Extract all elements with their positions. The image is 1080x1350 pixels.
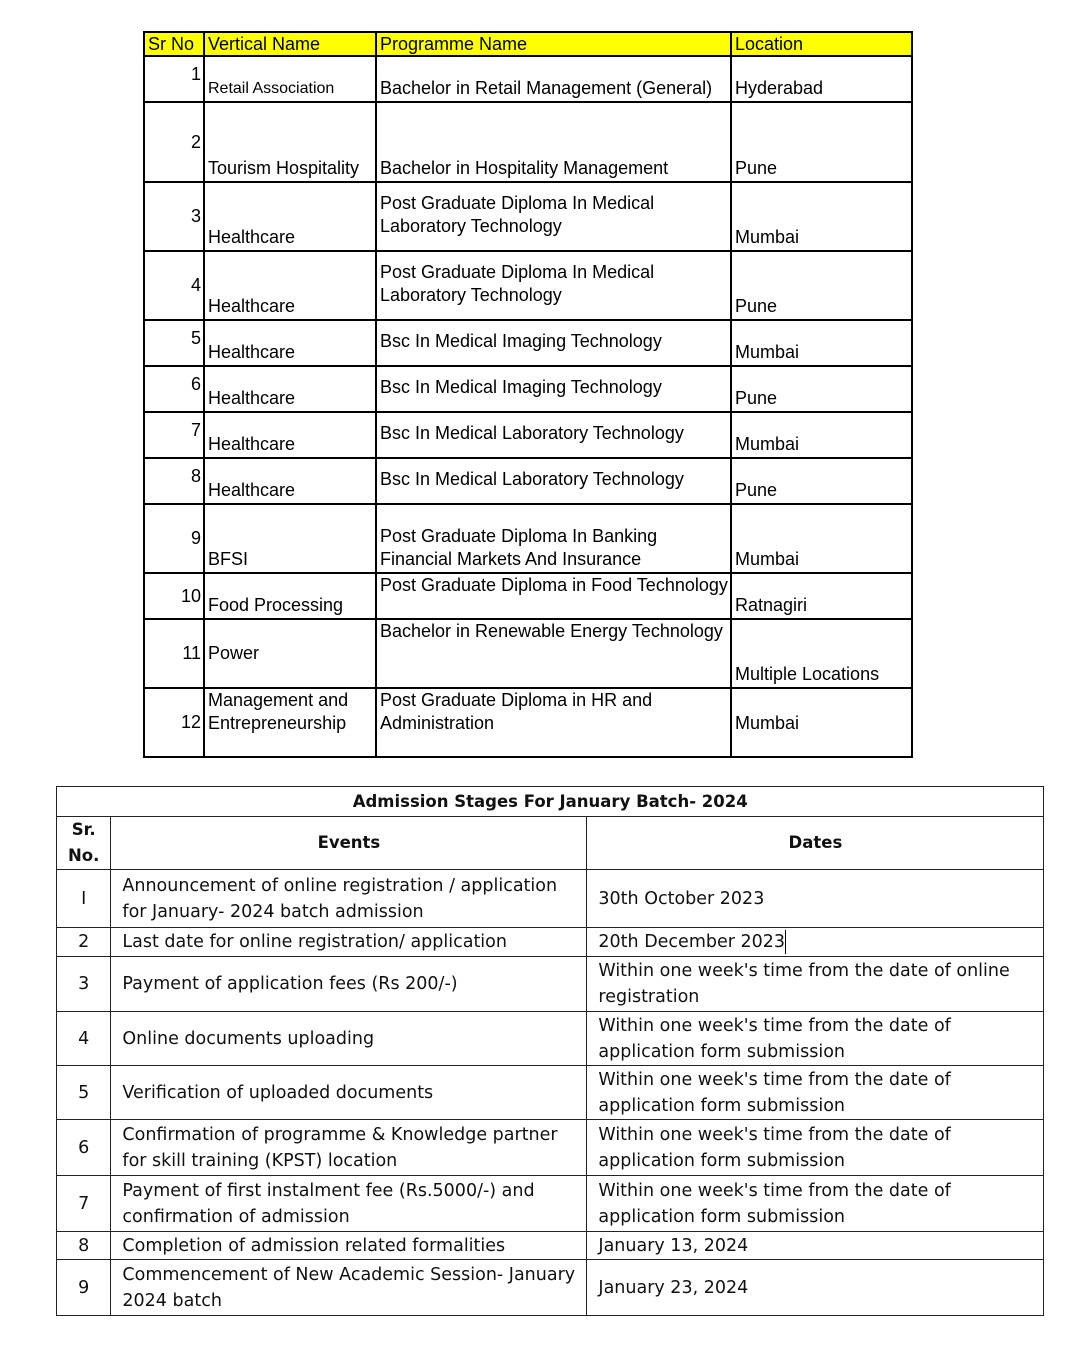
event-cell: Announcement of online registration / application for January- 2024 batch admission — [111, 870, 587, 928]
location-cell: Pune — [731, 458, 912, 504]
date-cell — [587, 928, 1044, 957]
programme-cell: Post Graduate Diploma in Food Technology — [376, 573, 731, 619]
table-row — [57, 1260, 1044, 1316]
date-cell: Within one week's time from the date of online registration — [587, 957, 1044, 1012]
table-row — [144, 182, 912, 251]
vertical-cell: Healthcare — [204, 182, 376, 251]
vertical-cell: Management and Entrepreneurship — [204, 688, 376, 757]
sr-cell: 4 — [144, 251, 204, 320]
vertical-cell: Healthcare — [204, 366, 376, 412]
table-row — [144, 504, 912, 573]
event-cell: Confirmation of programme & Knowledge partner for skill training (KPST) location — [111, 1120, 587, 1176]
programme-cell: Bachelor in Retail Management (General) — [376, 56, 731, 102]
programme-cell: Bachelor in Renewable Energy Technology — [376, 619, 731, 688]
table-row — [144, 251, 912, 320]
vertical-cell: Healthcare — [204, 458, 376, 504]
date-cell: Within one week's time from the date of application form submission — [587, 1176, 1044, 1232]
vertical-cell: Healthcare — [204, 251, 376, 320]
event-cell: Verification of uploaded documents — [111, 1066, 587, 1120]
sr-cell: 9 — [144, 504, 204, 573]
header-dates: Dates — [587, 817, 1044, 870]
programme-cell: Post Graduate Diploma in HR and Administration — [376, 688, 731, 757]
sr-cell: 12 — [144, 688, 204, 757]
table-row — [144, 366, 912, 412]
programme-cell: Post Graduate Diploma In Medical Laboratory Technology — [376, 182, 731, 251]
table-row — [144, 102, 912, 182]
location-cell: Mumbai — [731, 412, 912, 458]
event-cell: Last date for online registration/ application — [111, 928, 587, 957]
event-cell: Payment of first instalment fee (Rs.5000/-) and confirmation of admission — [111, 1176, 587, 1232]
location-cell: Pune — [731, 251, 912, 320]
table-row — [57, 1066, 1044, 1120]
table-row — [144, 56, 912, 102]
location-cell: Multiple Locations — [731, 619, 912, 688]
vertical-cell: Healthcare — [204, 412, 376, 458]
sr-cell: 6 — [144, 366, 204, 412]
admission-stages-table — [56, 786, 1044, 1316]
programme-cell: Post Graduate Diploma In Medical Laboratory Technology — [376, 251, 731, 320]
date-cell: January 13, 2024 — [587, 1232, 1044, 1260]
sr-cell: 6 — [57, 1120, 111, 1176]
programme-cell: Bsc In Medical Imaging Technology — [376, 320, 731, 366]
admission-title: Admission Stages For January Batch- 2024 — [57, 787, 1044, 817]
event-cell: Commencement of New Academic Session- January 2024 batch — [111, 1260, 587, 1316]
date-cell: Within one week's time from the date of application form submission — [587, 1012, 1044, 1066]
sr-cell: 7 — [57, 1176, 111, 1232]
sr-cell: 9 — [57, 1260, 111, 1316]
vertical-cell: Power — [204, 619, 376, 688]
table-row — [57, 928, 1044, 957]
vertical-cell: Tourism Hospitality — [204, 102, 376, 182]
vertical-cell: Food Processing — [204, 573, 376, 619]
programmes-table — [143, 31, 913, 758]
header-sr-no: Sr No — [144, 32, 204, 56]
location-cell: Mumbai — [731, 182, 912, 251]
programmes-header-row — [144, 32, 912, 56]
programme-cell: Bsc In Medical Laboratory Technology — [376, 412, 731, 458]
sr-cell: 8 — [144, 458, 204, 504]
admission-header-row — [57, 817, 1044, 870]
sr-cell: 7 — [144, 412, 204, 458]
sr-cell: I — [57, 870, 111, 928]
table-row — [57, 957, 1044, 1012]
sr-cell: 10 — [144, 573, 204, 619]
vertical-cell: BFSI — [204, 504, 376, 573]
sr-cell: 4 — [57, 1012, 111, 1066]
sr-cell: 2 — [57, 928, 111, 957]
sr-cell: 2 — [144, 102, 204, 182]
programme-cell: Bachelor in Hospitality Management — [376, 102, 731, 182]
date-cell: Within one week's time from the date of application form submission — [587, 1120, 1044, 1176]
table-row — [144, 619, 912, 688]
date-cell: 30th October 2023 — [587, 870, 1044, 928]
text-cursor — [785, 930, 786, 954]
table-row — [144, 412, 912, 458]
table-row — [57, 1232, 1044, 1260]
admission-title-row — [57, 787, 1044, 817]
header-location: Location — [731, 32, 912, 56]
sr-cell: 5 — [144, 320, 204, 366]
sr-cell: 1 — [144, 56, 204, 102]
date-cell: Within one week's time from the date of application form submission — [587, 1066, 1044, 1120]
event-cell: Payment of application fees (Rs 200/-) — [111, 957, 587, 1012]
sr-cell: 8 — [57, 1232, 111, 1260]
programme-cell: Bsc In Medical Imaging Technology — [376, 366, 731, 412]
sr-cell: 3 — [144, 182, 204, 251]
programme-cell: Post Graduate Diploma In Banking Financial Markets And Insurance — [376, 504, 731, 573]
date-cell: January 23, 2024 — [587, 1260, 1044, 1316]
table-row — [144, 688, 912, 757]
event-cell: Completion of admission related formalities — [111, 1232, 587, 1260]
date-text: 20th December 2023 — [598, 932, 786, 952]
header-sr-no: Sr. No. — [57, 817, 111, 870]
location-cell: Pune — [731, 102, 912, 182]
sr-cell: 3 — [57, 957, 111, 1012]
location-cell: Hyderabad — [731, 56, 912, 102]
table-row — [57, 1176, 1044, 1232]
header-vertical-name: Vertical Name — [204, 32, 376, 56]
table-row — [57, 870, 1044, 928]
table-row — [57, 1120, 1044, 1176]
event-cell: Online documents uploading — [111, 1012, 587, 1066]
table-row — [144, 573, 912, 619]
location-cell: Ratnagiri — [731, 573, 912, 619]
table-row — [144, 458, 912, 504]
programme-cell: Bsc In Medical Laboratory Technology — [376, 458, 731, 504]
vertical-cell: Retail Association — [204, 56, 376, 102]
location-cell: Mumbai — [731, 504, 912, 573]
vertical-cell: Healthcare — [204, 320, 376, 366]
header-events: Events — [111, 817, 587, 870]
location-cell: Pune — [731, 366, 912, 412]
location-cell: Mumbai — [731, 688, 912, 757]
header-programme-name: Programme Name — [376, 32, 731, 56]
table-row — [57, 1012, 1044, 1066]
sr-cell: 5 — [57, 1066, 111, 1120]
table-row — [144, 320, 912, 366]
location-cell: Mumbai — [731, 320, 912, 366]
sr-cell: 11 — [144, 619, 204, 688]
